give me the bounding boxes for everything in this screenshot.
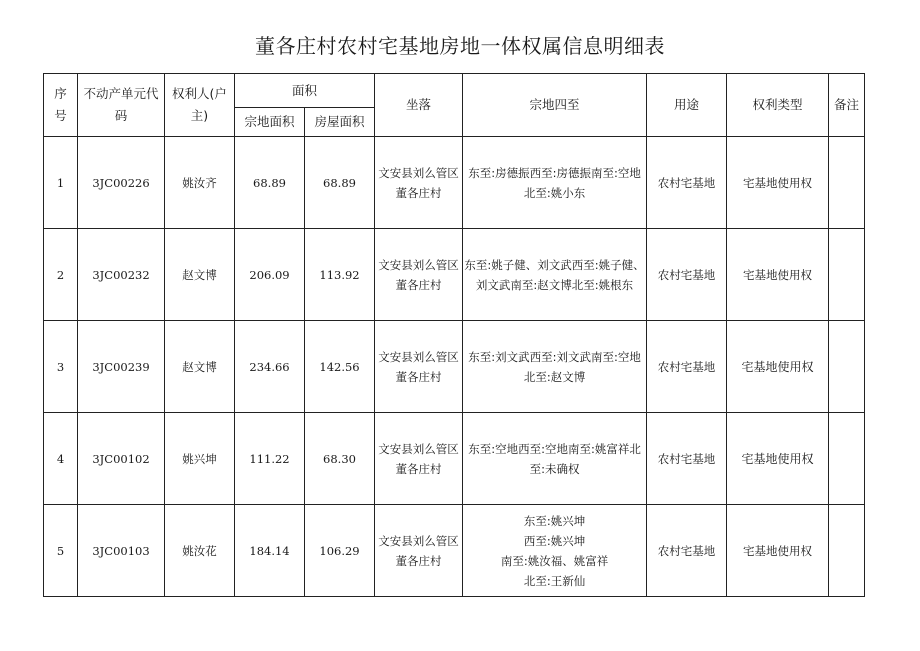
- cell-location: 文安县刘么管区董各庄村: [375, 137, 463, 229]
- cell-house-area: 68.89: [305, 137, 375, 229]
- cell-right-type: 宅基地使用权: [727, 321, 829, 413]
- cell-location: 文安县刘么管区董各庄村: [375, 229, 463, 321]
- cell-code: 3JC00103: [78, 505, 165, 597]
- header-land-area: 宗地面积: [235, 108, 305, 137]
- cell-code: 3JC00239: [78, 321, 165, 413]
- header-area: 面积: [235, 74, 375, 108]
- header-location: 坐落: [375, 74, 463, 137]
- cell-boundaries: 东至:刘文武西至:刘文武南至:空地北至:赵文博: [463, 321, 647, 413]
- cell-code: 3JC00226: [78, 137, 165, 229]
- cell-code: 3JC00102: [78, 413, 165, 505]
- cell-seq: 5: [44, 505, 78, 597]
- cell-land-area: 111.22: [235, 413, 305, 505]
- header-owner: 权利人(户 主): [165, 74, 235, 137]
- cell-remark: [829, 137, 865, 229]
- cell-owner: 赵文博: [165, 321, 235, 413]
- table-row: [44, 137, 865, 229]
- cell-owner: 姚兴坤: [165, 413, 235, 505]
- cell-boundaries: 东至:姚子健、刘文武西至:姚子健、刘文武南至:赵文博北至:姚根东: [463, 229, 647, 321]
- cell-house-area: 113.92: [305, 229, 375, 321]
- cell-house-area: 68.30: [305, 413, 375, 505]
- table-row: [44, 321, 865, 413]
- cell-house-area: 106.29: [305, 505, 375, 597]
- header-seq: 序 号: [44, 74, 78, 137]
- header-usage: 用途: [647, 74, 727, 137]
- cell-usage: 农村宅基地: [647, 413, 727, 505]
- cell-owner: 姚汝花: [165, 505, 235, 597]
- header-right-type: 权利类型: [727, 74, 829, 137]
- table-row: [44, 505, 865, 597]
- cell-location: 文安县刘么管区董各庄村: [375, 413, 463, 505]
- header-code: 不动产单元代 码: [78, 74, 165, 137]
- cell-seq: 2: [44, 229, 78, 321]
- cell-boundaries: 东至:姚兴坤 西至:姚兴坤 南至:姚汝福、姚富祥 北至:王新仙: [463, 505, 647, 597]
- cell-land-area: 68.89: [235, 137, 305, 229]
- header-boundaries: 宗地四至: [463, 74, 647, 137]
- cell-usage: 农村宅基地: [647, 321, 727, 413]
- cell-code: 3JC00232: [78, 229, 165, 321]
- cell-owner: 姚汝齐: [165, 137, 235, 229]
- cell-land-area: 234.66: [235, 321, 305, 413]
- cell-remark: [829, 413, 865, 505]
- cell-seq: 4: [44, 413, 78, 505]
- cell-right-type: 宅基地使用权: [727, 413, 829, 505]
- cell-location: 文安县刘么管区董各庄村: [375, 505, 463, 597]
- cell-owner: 赵文博: [165, 229, 235, 321]
- cell-land-area: 184.14: [235, 505, 305, 597]
- cell-usage: 农村宅基地: [647, 505, 727, 597]
- cell-location: 文安县刘么管区董各庄村: [375, 321, 463, 413]
- cell-seq: 1: [44, 137, 78, 229]
- cell-land-area: 206.09: [235, 229, 305, 321]
- cell-seq: 3: [44, 321, 78, 413]
- cell-right-type: 宅基地使用权: [727, 505, 829, 597]
- cell-boundaries: 东至:房德振西至:房德振南至:空地北至:姚小东: [463, 137, 647, 229]
- page-title: 董各庄村农村宅基地房地一体权属信息明细表: [255, 34, 665, 58]
- cell-house-area: 142.56: [305, 321, 375, 413]
- header-remark: 备注: [829, 74, 865, 137]
- table-row: [44, 413, 865, 505]
- cell-remark: [829, 505, 865, 597]
- cell-usage: 农村宅基地: [647, 137, 727, 229]
- rights-table: [43, 73, 865, 597]
- cell-right-type: 宅基地使用权: [727, 229, 829, 321]
- cell-remark: [829, 321, 865, 413]
- cell-remark: [829, 229, 865, 321]
- cell-usage: 农村宅基地: [647, 229, 727, 321]
- header-house-area: 房屋面积: [305, 108, 375, 137]
- cell-boundaries: 东至:空地西至:空地南至:姚富祥北至:未确权: [463, 413, 647, 505]
- cell-right-type: 宅基地使用权: [727, 137, 829, 229]
- table-row: [44, 229, 865, 321]
